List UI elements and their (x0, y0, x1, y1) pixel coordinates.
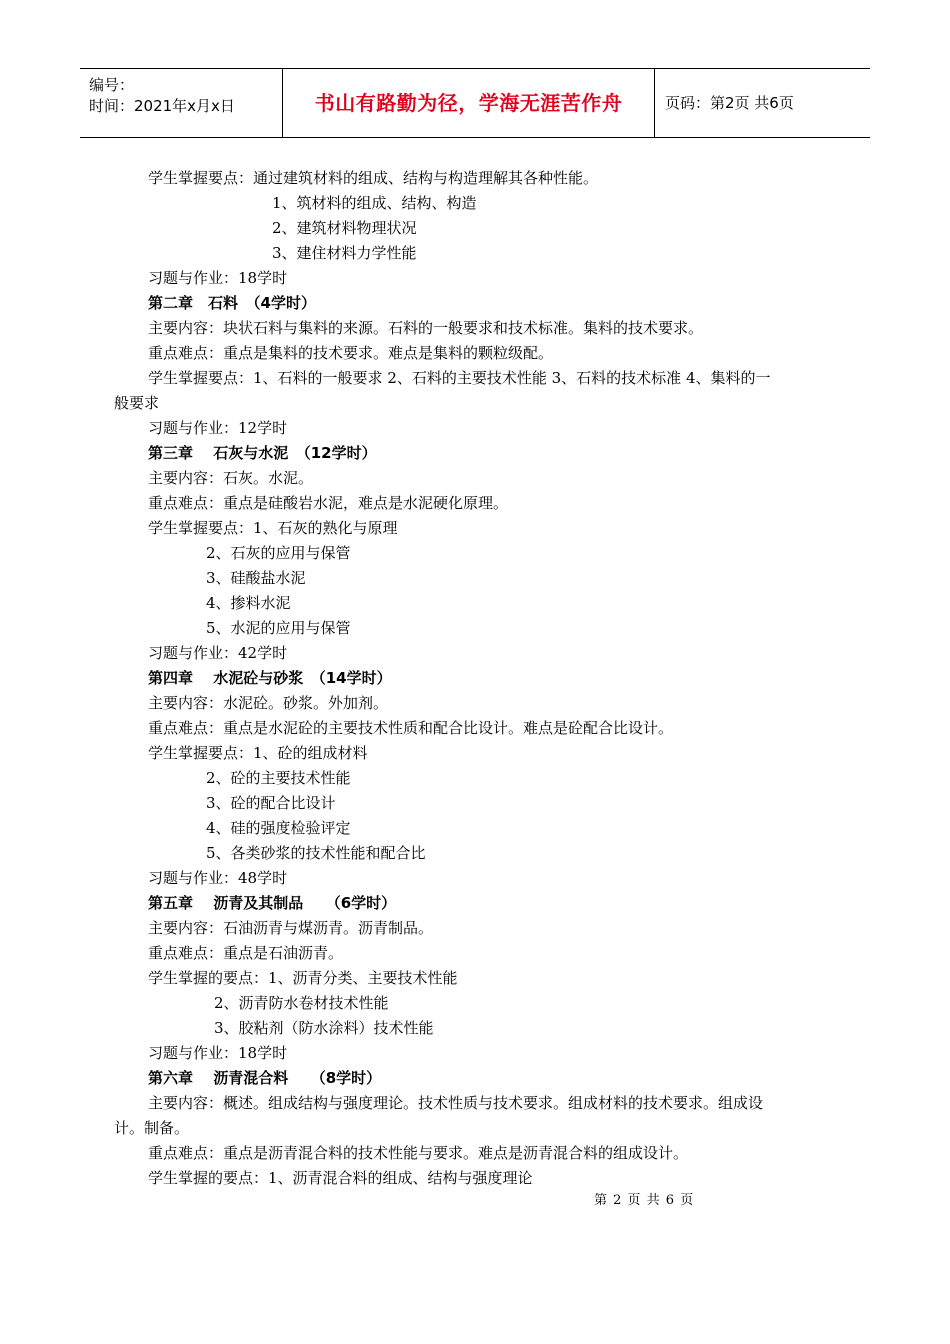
text-line: 学生掌握的要点：1、沥青混合料的组成、结构与强度理论 (148, 1169, 533, 1187)
text-line: 习题与作业：18学时 (148, 269, 288, 287)
text-line: 学生掌握要点：通过建筑材料的组成、结构与构造理解其各种性能。 (148, 169, 599, 187)
list-item: 3、胶粘剂（防水涂料）技术性能 (214, 1019, 434, 1037)
text-line: 重点难点：重点是石油沥青。 (148, 944, 344, 962)
text-line: 主要内容：石灰。水泥。 (148, 469, 314, 487)
header-motto: 书山有路勤为径，学海无涯苦作舟 (283, 69, 655, 137)
list-item: 2、沥青防水卷材技术性能 (214, 994, 389, 1012)
text-line: 重点难点：重点是硅酸岩水泥，难点是水泥硬化原理。 (148, 494, 509, 512)
list-item: 3、硅酸盐水泥 (206, 569, 306, 587)
text-line: 习题与作业：18学时 (148, 1044, 288, 1062)
text-line: 主要内容：石油沥青与煤沥青。沥青制品。 (148, 919, 434, 937)
text-line: 学生掌握要点：1、石料的一般要求 2、石料的主要技术性能 3、石料的技术标准 4、集料的一 (148, 369, 771, 387)
text-line: 重点难点：重点是集料的技术要求。难点是集料的颗粒级配。 (148, 344, 554, 362)
chapter-heading: 第五章 沥青及其制品 （6学时） (148, 894, 397, 912)
text-line: 般要求 (114, 394, 160, 412)
list-item: 3、建住材料力学性能 (272, 244, 417, 262)
text-line: 重点难点：重点是水泥砼的主要技术性质和配合比设计。难点是砼配合比设计。 (148, 719, 674, 737)
text-line: 学生掌握要点：1、石灰的熟化与原理 (148, 519, 398, 537)
chapter-heading: 第四章 水泥砼与砂浆 （14学时） (148, 669, 392, 687)
page-header (80, 68, 870, 138)
list-item: 4、硅的强度检验评定 (206, 819, 351, 837)
text-line: 学生掌握要点：1、砼的组成材料 (148, 744, 368, 762)
text-line: 主要内容：概述。组成结构与强度理论。技术性质与技术要求。组成材料的技术要求。组成设 (148, 1094, 764, 1112)
page-footer: 第 2 页 共 6 页 (594, 1193, 695, 1208)
list-item: 5、各类砂浆的技术性能和配合比 (206, 844, 426, 862)
text-line: 习题与作业：42学时 (148, 644, 288, 662)
header-meta (80, 69, 283, 137)
list-item: 5、水泥的应用与保管 (206, 619, 351, 637)
header-page-code: 页码：第2页 共6页 (665, 94, 794, 112)
text-line: 学生掌握的要点：1、沥青分类、主要技术性能 (148, 969, 458, 987)
text-line: 主要内容：块状石料与集料的来源。石料的一般要求和技术标准。集料的技术要求。 (148, 319, 704, 337)
text-line: 重点难点：重点是沥青混合料的技术性能与要求。难点是沥青混合料的组成设计。 (148, 1144, 689, 1162)
list-item: 2、建筑材料物理状况 (272, 219, 417, 237)
chapter-heading: 第六章 沥青混合料 （8学时） (148, 1069, 382, 1087)
chapter-heading: 第二章 石料 （4学时） (148, 294, 316, 312)
chapter-heading: 第三章 石灰与水泥 （12学时） (148, 444, 377, 462)
doc-time-label: 时间：2021年x月x日 (89, 97, 235, 115)
list-item: 4、掺料水泥 (206, 594, 291, 612)
list-item: 2、砼的主要技术性能 (206, 769, 351, 787)
text-line: 计。制备。 (114, 1119, 190, 1137)
list-item: 1、筑材料的组成、结构、构造 (272, 194, 477, 212)
doc-number-label: 编号： (89, 76, 135, 94)
text-line: 主要内容：水泥砼。砂浆。外加剂。 (148, 694, 389, 712)
list-item: 2、石灰的应用与保管 (206, 544, 351, 562)
text-line: 习题与作业：12学时 (148, 419, 288, 437)
text-line: 习题与作业：48学时 (148, 869, 288, 887)
list-item: 3、砼的配合比设计 (206, 794, 336, 812)
